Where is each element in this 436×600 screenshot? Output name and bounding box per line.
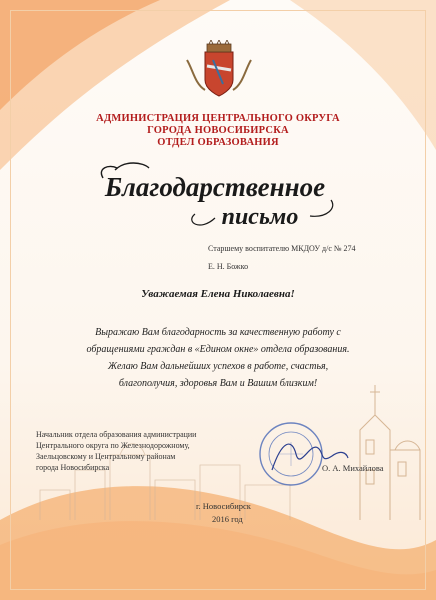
org-name-line-2: ГОРОДА НОВОСИБИРСКА [147,125,289,136]
signatory-name: О. А. Михайлова [322,463,384,473]
body-line-1: Выражаю Вам благодарность за качественную работу с [95,327,341,338]
addressee-name: Е. Н. Божко [208,262,249,271]
title-lettering [95,160,345,240]
title-line-2: письмо [221,204,299,230]
signatory-title-line-2: Центрального округа по Железнодорожному, [36,441,190,450]
body-line-2: обращениями граждан в «Едином окне» отдела образования. [86,344,350,355]
issue-place: г. Новосибирск [196,501,251,511]
signatory-title-line-1: Начальник отдела образования администрации [36,430,197,439]
org-name-line-1: АДМИНИСТРАЦИЯ ЦЕНТРАЛЬНОГО ОКРУГА [96,113,340,124]
addressee-position: Старшему воспитателю МКДОУ д/с № 274 [208,244,356,253]
body-line-3: Желаю Вам дальнейших успехов в работе, счастья, [107,361,329,372]
issue-year: 2016 год [212,514,243,524]
greeting: Уважаемая Елена Николаевна! [141,288,295,300]
body-line-4: благополучия, здоровья Вам и Вашим близким! [118,378,318,389]
title-line-1: Благодарственное [104,172,326,202]
coat-of-arms-emblem [183,40,255,100]
signatory-title-line-3: Заельцовскому и Центральному районам [36,452,176,461]
signatory-title-line-4: города Новосибирска [36,463,110,472]
org-name-line-3: ОТДЕЛ ОБРАЗОВАНИЯ [157,137,279,148]
